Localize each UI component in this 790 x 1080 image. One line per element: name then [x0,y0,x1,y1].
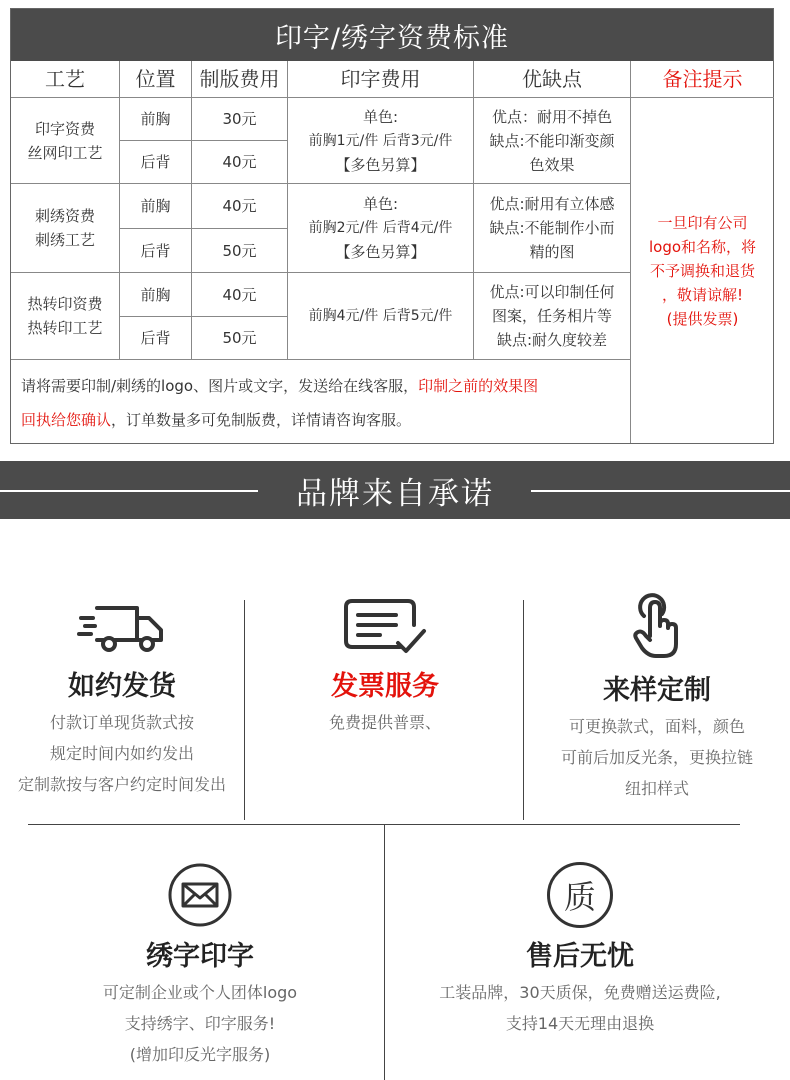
print-fee-line: 【多色另算】 [335,243,426,261]
print-fee-line: 前胸2元/件 后背4元/件 [308,220,453,236]
promise-title: 品牌来自承诺 [296,475,494,512]
print-fee-line: 前胸4元/件 后背5元/件 [308,308,453,324]
header-print-fee: 印字费用 [288,61,474,98]
quality-icon-glyph: 质 [563,878,596,916]
header-craft: 工艺 [11,61,120,98]
print-fee-line: 【多色另算】 [335,155,426,174]
feature-desc [390,977,770,1039]
craft-cell [11,98,120,184]
print-fee-line: 单色: [362,107,399,126]
pros-cons-cell [474,273,631,360]
plate-fee-cell: 40元 [192,184,288,229]
promise-banner [0,461,790,519]
feature-desc [20,977,380,1070]
craft-name: 刺绣资费 [34,207,95,225]
pros-cons-cell [474,184,631,273]
print-fee-line: 单色: [362,195,399,213]
divider [531,490,790,492]
note-highlight: 回执给您确认 [21,410,112,429]
remark-cell [631,98,774,443]
pricing-title: 印字/绣字资费标准 [11,9,773,61]
feature-title: 绣字印字 [146,941,254,972]
feature-title: 发票服务 [331,671,439,702]
divider [244,600,245,820]
feature-custom [524,592,790,804]
pros-cons-line: 色效果 [529,155,575,174]
feature-desc-line: 免费提供普票、 [328,713,441,732]
pros-cons-line: 优点：耐用不掉色 [491,107,612,126]
remark-line: ，敬请谅解! [661,285,743,304]
feature-desc-line: 工装品牌，30天质保，免费赠送运费险, [439,983,721,1002]
feature-after-sales [390,862,770,1039]
touch-hand-icon [622,592,692,662]
feature-desc-line: 纽扣样式 [624,779,689,798]
feature-invoice [280,595,490,738]
envelope-icon [167,862,233,928]
pros-cons-line: 优点:耐用有立体感 [489,195,615,213]
invoice-icon [340,595,430,658]
craft-name: 印字资费 [34,119,95,138]
feature-desc-line: 支持绣字、印字服务! [124,1014,276,1033]
plate-fee-cell: 30元 [192,98,288,141]
position-cell: 前胸 [120,98,192,141]
feature-title: 如约发货 [68,671,176,702]
print-fee-cell [288,273,474,360]
note-highlight: 印制之前的效果图 [418,376,539,395]
feature-desc [524,711,790,804]
header-pros-cons: 优缺点 [474,61,631,98]
position-cell: 后背 [120,229,192,273]
plate-fee-cell: 40元 [192,141,288,184]
feature-delivery [0,600,244,800]
craft-process: 丝网印工艺 [27,143,103,162]
print-fee-cell [288,98,474,184]
position-cell: 后背 [120,317,192,360]
remark-line: 一旦印有公司 [657,213,748,232]
note-text: ，订单数量多可免制版费，详情请咨询客服。 [111,410,412,429]
feature-desc-line: 规定时间内如约发出 [49,744,194,763]
quality-icon [547,862,613,928]
pros-cons-line: 精的图 [529,243,575,261]
header-position: 位置 [120,61,192,98]
feature-desc-line: 可前后加反光条，更换拉链 [560,748,753,767]
remark-line: logo和名称，将 [648,237,757,256]
craft-name: 热转印资费 [27,295,103,313]
craft-process: 热转印工艺 [27,319,103,337]
craft-cell [11,273,120,360]
feature-desc [280,707,490,738]
plate-fee-cell: 50元 [192,317,288,360]
feature-embroidery [20,862,380,1070]
feature-title: 来样定制 [603,675,711,706]
feature-desc-line: 可定制企业或个人团体logo [102,983,298,1002]
pros-cons-line: 缺点:耐久度较差 [496,331,608,349]
remark-line: 不予调换和退货 [649,261,755,280]
pricing-table [10,8,774,444]
header-remark: 备注提示 [631,61,774,98]
feature-desc-line: 付款订单现货款式按 [49,713,194,732]
plate-fee-cell: 40元 [192,273,288,317]
position-cell: 后背 [120,141,192,184]
print-fee-cell [288,184,474,273]
pros-cons-cell [474,98,631,184]
plate-fee-cell: 50元 [192,229,288,273]
pros-cons-line: 优点:可以印制任何 [489,283,615,301]
pros-cons-line: 图案，任务相片等 [491,307,612,325]
pros-cons-line: 缺点:不能制作小而 [489,219,615,237]
position-cell: 前胸 [120,184,192,229]
position-cell: 前胸 [120,273,192,317]
feature-desc [0,707,244,800]
remark-line: (提供发票) [666,309,739,328]
craft-cell [11,184,120,273]
delivery-truck-icon [77,600,167,658]
header-plate-fee: 制版费用 [192,61,288,98]
pros-cons-line: 缺点:不能印渐变颜 [489,131,615,150]
feature-desc-line: 可更换款式，面料，颜色 [568,717,745,736]
note-text: 请将需要印制/刺绣的logo、图片或文字，发送给在线客服， [21,376,419,395]
feature-title: 售后无忧 [526,941,634,972]
divider [0,490,258,492]
print-fee-line: 前胸1元/件 后背3元/件 [308,132,453,149]
craft-process: 刺绣工艺 [34,231,95,249]
feature-desc-line: (增加印反光字服务) [129,1045,271,1064]
order-note [11,360,631,443]
divider [384,824,385,1080]
feature-desc-line: 定制款按与客户约定时间发出 [17,775,226,794]
feature-desc-line: 支持14天无理由退换 [505,1014,655,1033]
